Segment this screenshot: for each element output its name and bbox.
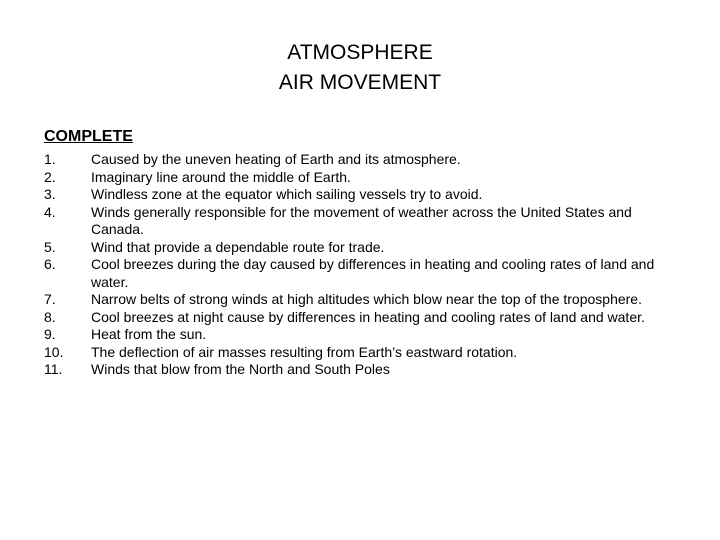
list-item — [44, 239, 684, 257]
item-text: Winds that blow from the North and South Poles — [91, 361, 390, 377]
list-item — [44, 291, 684, 309]
section-heading: COMPLETE — [44, 128, 133, 145]
item-number: 9. — [44, 326, 56, 342]
list-item — [44, 309, 684, 327]
list-item — [44, 186, 684, 204]
item-number: 1. — [44, 151, 56, 167]
list-item — [44, 151, 684, 169]
item-number: 6. — [44, 256, 56, 272]
list-item — [44, 256, 684, 291]
item-number: 7. — [44, 291, 56, 307]
title-line-1: ATMOSPHERE — [287, 41, 433, 64]
item-text: Winds generally responsible for the movement of weather across the United States and Canada. — [91, 203, 632, 237]
item-text: Wind that provide a dependable route for trade. — [91, 238, 385, 255]
list-item — [44, 169, 684, 187]
item-number: 8. — [44, 308, 56, 325]
item-number: 4. — [44, 203, 56, 220]
item-number: 5. — [44, 238, 56, 255]
list-item — [44, 344, 684, 362]
item-text: The deflection of air masses resulting from Earth’s eastward rotation. — [91, 343, 518, 360]
item-text: Cool breezes during the day caused by differences in heating and cooling rates of land and water. — [91, 256, 655, 290]
question-list — [44, 151, 684, 379]
item-text: Windless zone at the equator which sailing vessels try to avoid. — [91, 186, 483, 202]
item-number: 11. — [44, 361, 63, 377]
item-text: Caused by the uneven heating of Earth and its atmosphere. — [91, 151, 461, 167]
item-number: 10. — [44, 343, 64, 360]
item-number: 2. — [44, 168, 56, 185]
list-item — [44, 326, 684, 344]
item-text: Imaginary line around the middle of Earth. — [91, 168, 351, 185]
page-title — [0, 38, 720, 98]
list-item — [44, 361, 684, 379]
item-text: Cool breezes at night cause by differences in heating and cooling rates of land and water. — [91, 308, 645, 325]
item-text: Narrow belts of strong winds at high altitudes which blow near the top of the troposphere. — [91, 291, 642, 307]
item-number: 3. — [44, 186, 56, 202]
title-line-2: AIR MOVEMENT — [278, 71, 442, 94]
item-text: Heat from the sun. — [91, 326, 207, 342]
list-item — [44, 204, 684, 239]
